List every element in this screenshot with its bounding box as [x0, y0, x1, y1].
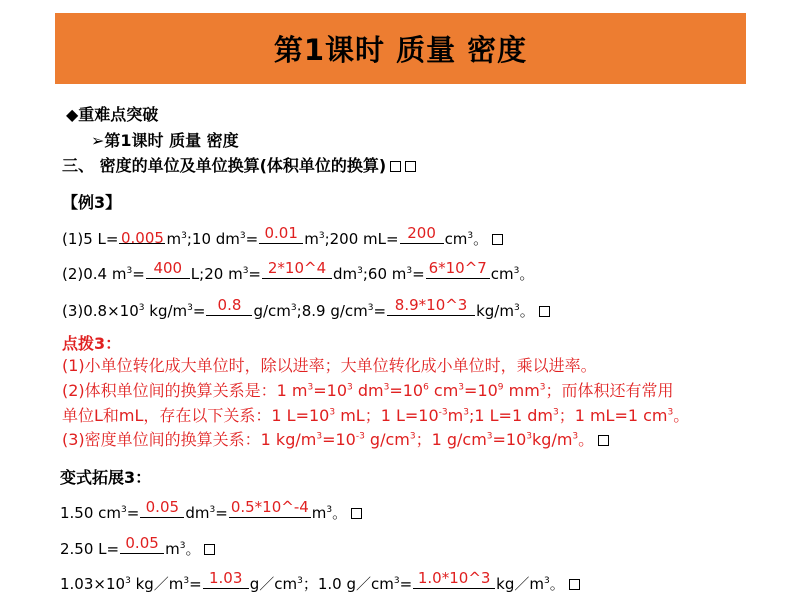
text: ；而体积还有常用 [545, 381, 674, 400]
text: = [245, 230, 259, 248]
text: m [166, 230, 182, 248]
text: 。 [185, 540, 201, 558]
title-banner [55, 13, 746, 84]
answer-blank [146, 259, 190, 279]
heading-lesson: ➢第1课时 质量 密度 [91, 131, 239, 150]
text: kg/m [144, 302, 188, 320]
sup: 3 [409, 431, 416, 442]
answer: 0.05 [145, 498, 180, 516]
sup: 3 [357, 266, 363, 276]
sup: 3 [463, 407, 469, 418]
text: = [192, 302, 206, 320]
checkbox-icon [405, 161, 416, 172]
sup: 3 [242, 266, 249, 276]
sup: 3 [486, 431, 493, 442]
answer: 0.05 [125, 534, 159, 552]
answer: 200 [407, 224, 436, 242]
tip-line-3 [62, 403, 689, 426]
example-line-2 [62, 259, 535, 284]
sup: 3 [121, 505, 127, 515]
text: ;60 m [362, 265, 407, 283]
checkbox-icon [539, 306, 550, 317]
text: 。 [519, 265, 535, 283]
sup: 3 [326, 505, 333, 515]
text: =10 [464, 381, 498, 400]
sup: 3 [667, 407, 674, 418]
text: cm [428, 381, 459, 400]
text: =10 [492, 430, 527, 449]
answer: 1.03 [209, 569, 243, 587]
text: g／cm [249, 575, 298, 593]
answer: 0.8 [217, 296, 242, 314]
answer: 6*10^7 [428, 259, 487, 277]
sup: 9 [497, 382, 504, 393]
sup: 3 [307, 382, 314, 393]
checkbox-icon [390, 161, 401, 172]
text: mm [503, 381, 540, 400]
checkbox-icon [351, 508, 362, 519]
example-line-1 [62, 224, 503, 249]
answer: 0.005 [121, 229, 164, 247]
text: = [373, 302, 387, 320]
answer-blank [119, 228, 165, 247]
text: 。 [549, 575, 565, 593]
sup: 6 [423, 382, 429, 393]
text: = [132, 265, 145, 283]
sup: 3 [239, 231, 246, 241]
text: kg／m [130, 575, 184, 593]
example-label: 【例3】 [62, 193, 122, 212]
text: mL；1 L=10 [335, 406, 439, 425]
text: ；1 mL=1 cm [558, 406, 668, 425]
text: ；1 g/cm [415, 430, 487, 449]
answer-blank [229, 498, 311, 518]
text: ;200 mL= [324, 230, 399, 248]
text: cm [444, 230, 468, 248]
answer-blank [259, 224, 303, 244]
text: = [248, 265, 261, 283]
sup: 3 [526, 431, 533, 442]
answer: 0.5*10^-4 [230, 498, 309, 516]
text: (3)0.8×10 [62, 302, 139, 320]
text: (3)密度单位间的换算关系：1 kg/m [62, 430, 317, 449]
text: g/cm [253, 302, 291, 320]
text: = [126, 504, 140, 522]
answer: 2*10^4 [267, 259, 327, 277]
answer-blank [206, 296, 252, 316]
tip-label: 点拨3： [62, 334, 122, 353]
sup: 3 [406, 266, 413, 276]
sup: 3 [543, 576, 550, 586]
text: m [165, 540, 180, 558]
text: ;10 dm [186, 230, 240, 248]
sup: 3 [458, 382, 465, 393]
answer-blank [120, 534, 164, 554]
example-line-3 [62, 296, 550, 321]
text: 。 [473, 230, 489, 248]
text: =10 [322, 430, 356, 449]
text: dm [185, 504, 210, 522]
sup: 3 [329, 407, 336, 418]
text: ；1.0 g／cm [302, 575, 394, 593]
answer-blank [426, 259, 490, 279]
answer: 0.01 [264, 224, 298, 242]
answer: 8.9*10^3 [394, 296, 468, 314]
sup: -3 [438, 407, 448, 418]
sup: 3 [209, 505, 216, 515]
sup: 3 [181, 231, 187, 241]
checkbox-icon [492, 234, 503, 245]
sup: -3 [355, 431, 365, 442]
text: 。 [332, 504, 348, 522]
variant-line-1 [60, 498, 362, 523]
text: dm [352, 381, 384, 400]
text: kg/m [476, 302, 514, 320]
text: = [399, 575, 413, 593]
text: 1.50 cm [60, 504, 122, 522]
sup: 3 [187, 303, 193, 313]
text: ;1 L=1 dm [468, 406, 553, 425]
checkbox-icon [598, 435, 609, 446]
sup: 3 [179, 541, 186, 551]
sup: 3 [318, 231, 325, 241]
text: (2)体积单位间的换算关系是：1 m [62, 381, 308, 400]
sup: 3 [552, 407, 559, 418]
text: kg/m [532, 430, 573, 449]
text: 1.03×10 [60, 575, 126, 593]
answer-blank [140, 498, 184, 518]
sup: 3 [297, 576, 303, 586]
text: cm [490, 265, 514, 283]
text: m [447, 406, 464, 425]
sup: 3 [316, 431, 323, 442]
text: = [215, 504, 228, 522]
text: (2)0.4 m [62, 265, 127, 283]
sup: 3 [513, 266, 520, 276]
text: ;8.9 g/cm [296, 302, 368, 320]
checkbox-icon [204, 544, 215, 555]
text: L;20 m [190, 265, 243, 283]
variant-line-2 [60, 534, 215, 559]
heading-difficulty: ◆重难点突破 [66, 105, 159, 124]
text: g/cm [364, 430, 410, 449]
text: 。 [519, 302, 535, 320]
text: = [412, 265, 425, 283]
text: 单位L和mL，存在以下关系：1 L=10 [62, 406, 330, 425]
page-title: 第1课时 质量 密度 [273, 33, 528, 67]
text: =10 [313, 381, 348, 400]
sup: 3 [290, 303, 297, 313]
sup: 3 [125, 576, 131, 586]
variant-label: 变式拓展3： [60, 468, 152, 487]
variant-line-3 [60, 569, 580, 594]
text: = [189, 575, 202, 593]
sup: 3 [467, 231, 474, 241]
sup: 3 [572, 431, 579, 442]
text: m [304, 230, 319, 248]
answer-blank [413, 569, 495, 589]
answer-blank [387, 296, 475, 316]
answer-blank [400, 224, 444, 244]
answer: 400 [153, 259, 183, 277]
sup: 3 [138, 303, 145, 313]
sup: 3 [126, 266, 133, 276]
sup: 3 [347, 382, 353, 393]
tip-line-1: (1)小单位转化成大单位时，除以进率；大单位转化成小单位时，乘以进率。 [62, 356, 597, 375]
sup: 3 [513, 303, 520, 313]
tip-line-4 [62, 427, 609, 450]
text: (1)5 L= [62, 230, 119, 248]
text: 。 [578, 430, 595, 449]
answer: 1.0*10^3 [417, 569, 491, 587]
sup: 3 [183, 576, 190, 586]
tip-line-2 [62, 378, 674, 401]
text: dm [333, 265, 358, 283]
answer-blank [203, 569, 249, 589]
sup: 3 [539, 382, 546, 393]
section-text: 三、 密度的单位及单位换算(体积单位的换算) [62, 156, 387, 175]
text: 。 [673, 406, 690, 425]
sup: 3 [393, 576, 400, 586]
text: 2.50 L= [60, 540, 120, 558]
checkbox-icon [569, 579, 580, 590]
sup: 3 [383, 382, 390, 393]
text: m [311, 504, 327, 522]
text: kg／m [496, 575, 544, 593]
section-title [62, 153, 416, 176]
sup: 3 [367, 303, 374, 313]
text: =10 [389, 381, 424, 400]
answer-blank [262, 259, 332, 279]
